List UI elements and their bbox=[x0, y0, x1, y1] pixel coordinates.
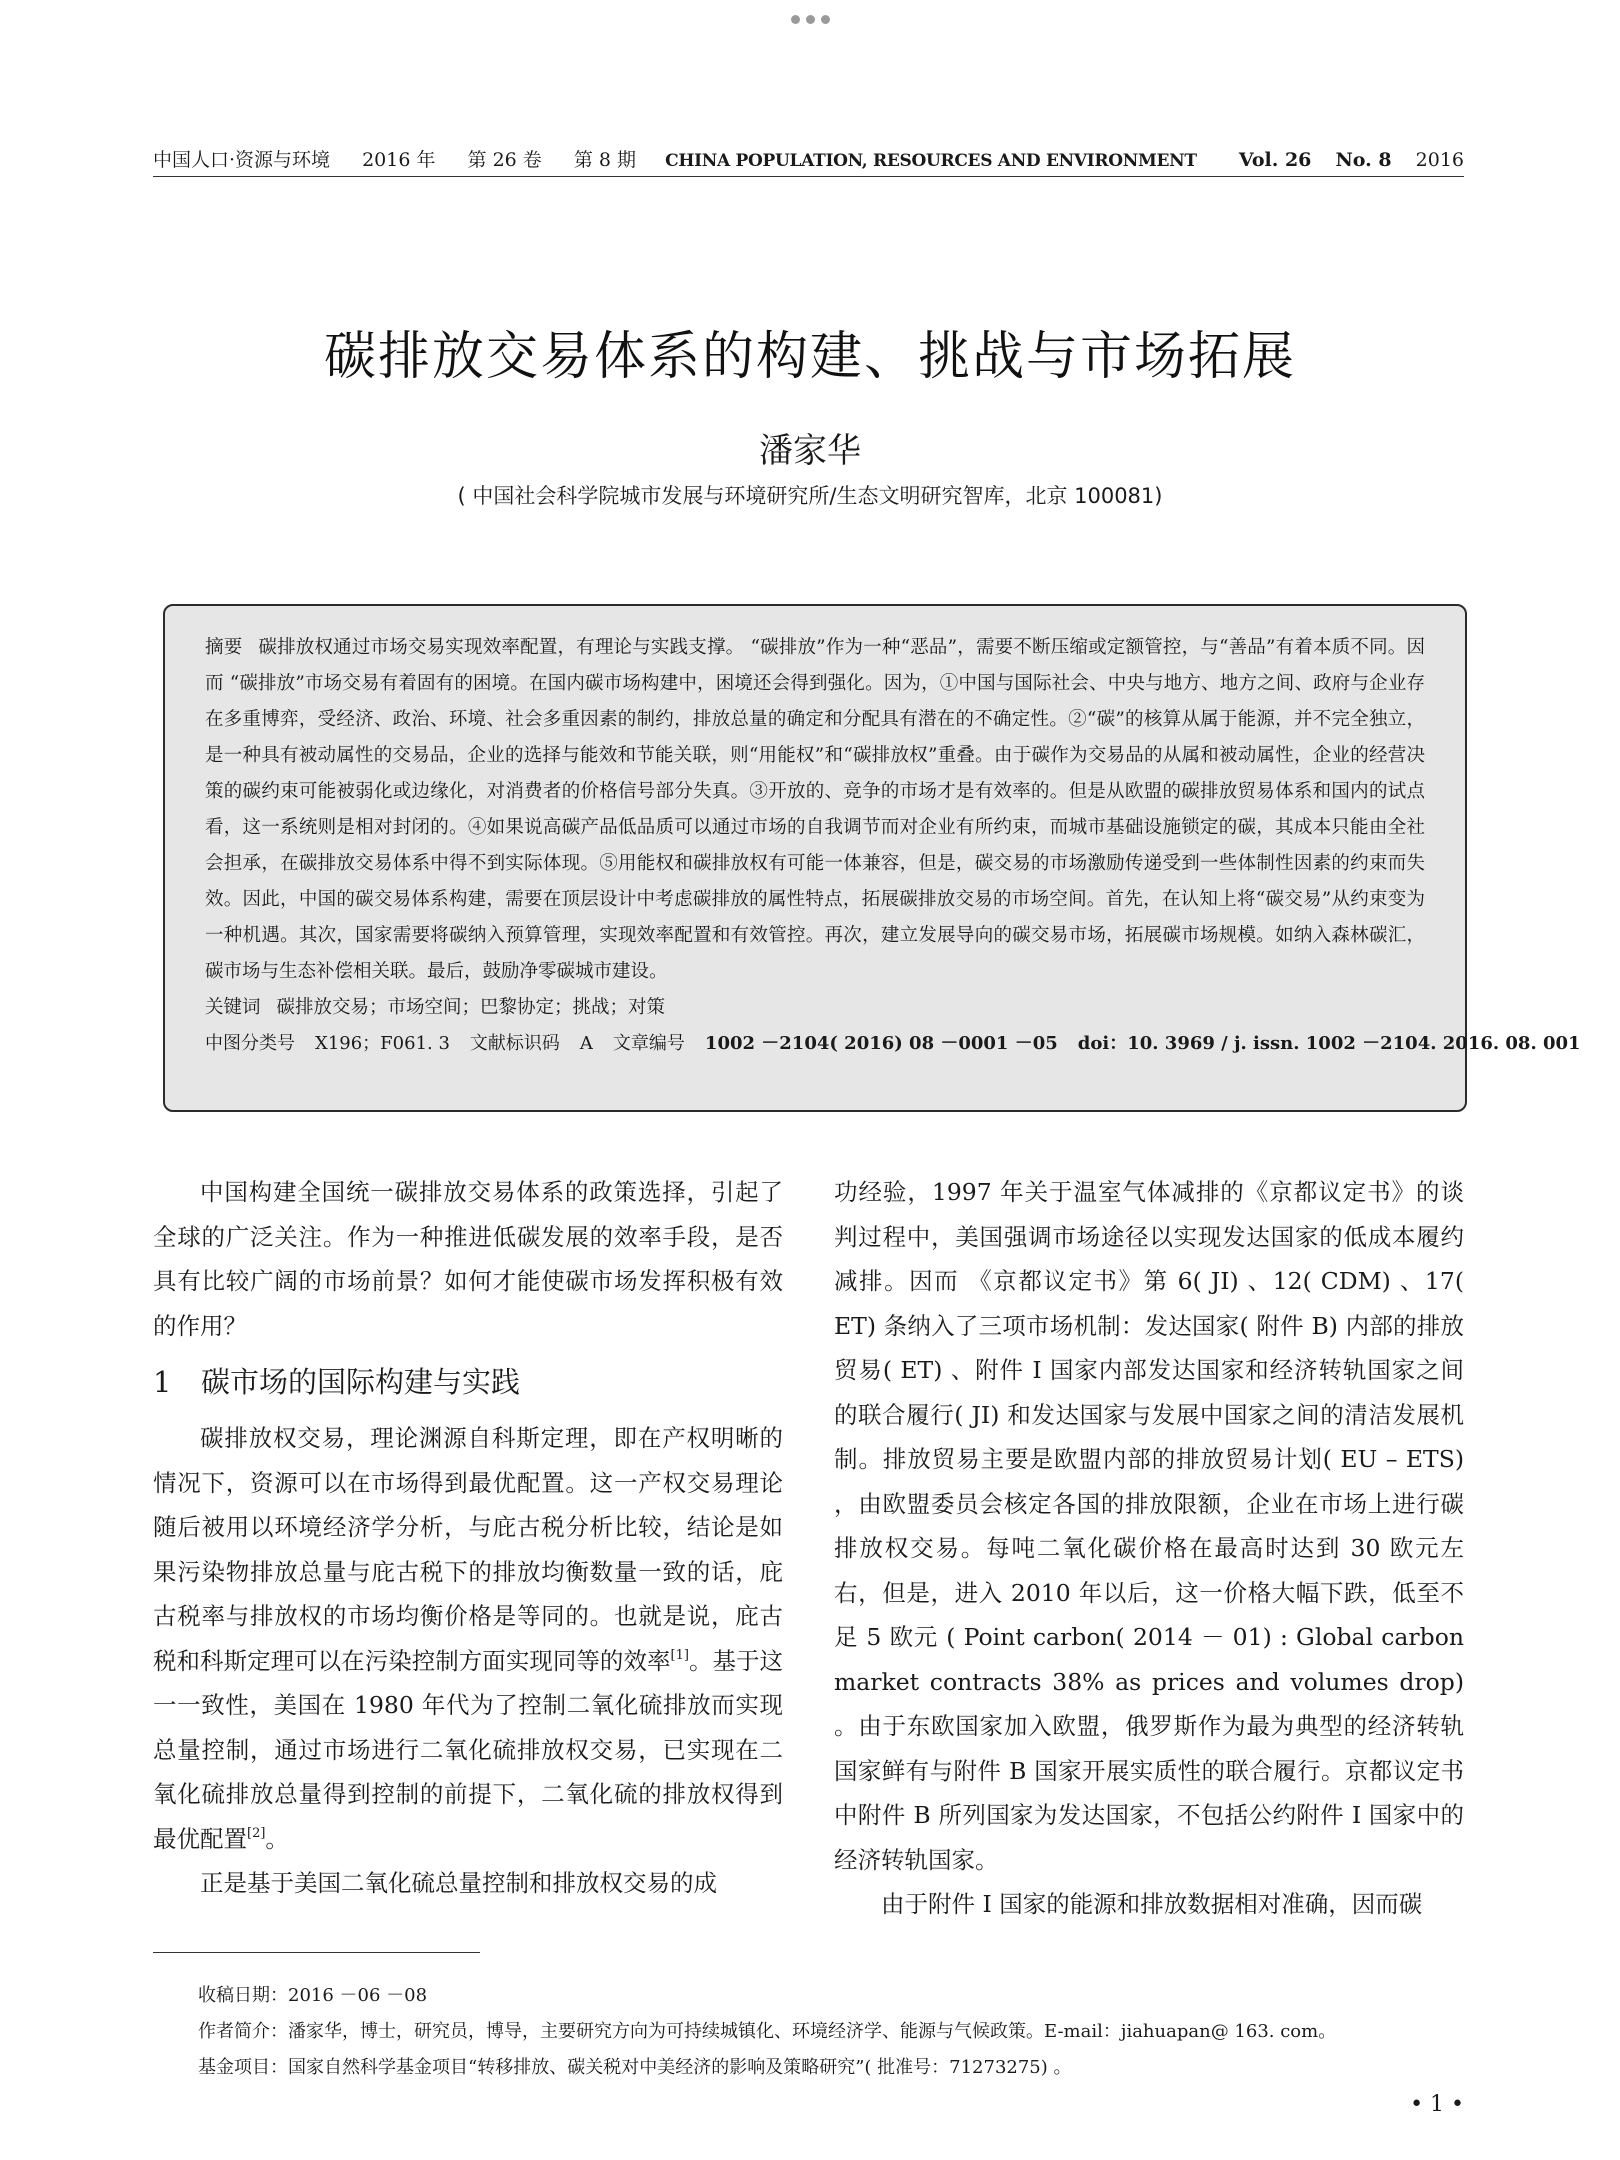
paragraph-text: 碳排放权交易，理论渊源自科斯定理，即在产权明晰的情况下，资源可以在市场得到最优配置。这一产权交易理论随后被用以环境经济学分析，与庇古税分析比较，结论是如果污染物排放总量与庇古税下的排放均衡数量一致的话，庇古税率与排放权的市场均衡价格是等同的。也就是说，庇古税和科斯定理可以在污染控制方面实现同等的效率 bbox=[153, 1424, 783, 1675]
year-cn: 2016 年 bbox=[362, 149, 436, 171]
body-column-left bbox=[153, 1170, 783, 1906]
author-affiliation: ( 中国社会科学院城市发展与环境研究所/生态文明研究智库，北京 100081) bbox=[457, 484, 1163, 508]
more-options-icon[interactable] bbox=[788, 12, 832, 26]
abstract-text-block bbox=[205, 630, 1425, 990]
section-heading-1 bbox=[153, 1354, 783, 1410]
journal-name-cn: 中国人口·资源与环境 bbox=[153, 149, 331, 171]
abstract-label: 摘要 bbox=[205, 637, 243, 658]
received-date: 收稿日期：2016 －06 －08 bbox=[198, 1985, 428, 2006]
article-no-value: 1002 －2104( 2016) 08 －0001 －05 bbox=[704, 1033, 1058, 1054]
year-en: 2016 bbox=[1415, 149, 1464, 171]
volume-cn: 第 26 卷 bbox=[467, 149, 542, 171]
abstract-box bbox=[163, 604, 1581, 1112]
keywords-line bbox=[205, 990, 1425, 1026]
issue-en: No. 8 bbox=[1335, 149, 1392, 171]
keywords-text: 碳排放交易；市场空间；巴黎协定；挑战；对策 bbox=[276, 997, 666, 1018]
doc-code-label: 文献标识码 bbox=[469, 1033, 560, 1054]
doi-text: doi：10. 3969 / j. issn. 1002 －2104. 2016. 08. 001 bbox=[1077, 1033, 1581, 1054]
running-head bbox=[153, 146, 1464, 177]
paragraph-text: 。基于这一一致性，美国在 1980 年代为了控制二氧化硫排放而实现总量控制，通过市场进行二氧化硫排放权交易，已实现在二氧化硫排放总量得到控制的前提下，二氧化硫的排放权得到最优配置 bbox=[153, 1646, 784, 1853]
article-no-label: 文章编号 bbox=[612, 1033, 685, 1054]
clc-value: X196；F061. 3 bbox=[315, 1033, 450, 1054]
issue-cn: 第 8 期 bbox=[573, 149, 637, 171]
page-number: • 1 • bbox=[1410, 2092, 1464, 2117]
volume-en: Vol. 26 bbox=[1238, 149, 1312, 171]
citation-ref-1[interactable]: [1] bbox=[670, 1647, 689, 1663]
abstract-text: 碳排放权通过市场交易实现效率配置，有理论与实践支撑。 “碳排放”作为一种“恶品”，需要不断压缩或定额管控，与“善品”有着本质不同。因而 “碳排放”市场交易有着固有的困境。在国内碳市场构建中，困境还会得到强化。因为，①中国与国际社会、中央与地方、地方之间、政府与企业存在多重博弈，受经济、政治、环境、社会多重因素的制约，排放总量的确定和分配具有潜在的不确定性。②“碳”的核算从属于能源，并不完全独立，是一种具有被动属性的交易品，企业的选择与能效和节能关联，则“用能权”和“碳排放权”重叠。由于碳作为交易品的从属和被动属性，企业的经营决策的碳约束可能被弱化或边缘化，对消费者的价格信号部分失真。③开放的、竞争的市场才是有效率的。但是从欧盟的碳排放贸易体系和国内的试点看，这一系统则是相对封闭的。④如果说高碳产品低品质可以通过市场的自我调节而对企业有所约束，而城市基础设施锁定的碳，其成本只能由全社会担承，在碳排放交易体系中得不到实际体现。⑤用能权和碳排放权有可能一体兼容，但是，碳交易的市场激励传递受到一些体制性因素的约束而失效。因此，中国的碳交易体系构建，需要在顶层设计中考虑碳排放的属性特点，拓展碳排放交易的市场空间。首先，在认知上将“碳交易”从约束变为一种机遇。其次，国家需要将碳纳入预算管理，实现效率配置和有效管控。再次，建立发展导向的碳交易市场，拓展碳市场规模。如纳入森林碳汇，碳市场与生态补偿相关联。最后，鼓励净零碳城市建设。 bbox=[205, 637, 1425, 982]
footnotes bbox=[198, 1978, 1468, 2086]
clc-label: 中图分类号 bbox=[205, 1033, 295, 1054]
author-bio: 作者简介：潘家华，博士，研究员，博导，主要研究方向为可持续城镇化、环境经济学、能源与气候政策。E-mail：jiahuapan@ 163. com。 bbox=[198, 2021, 1337, 2042]
section-title: 碳市场的国际构建与实践 bbox=[201, 1365, 521, 1399]
doc-code-value: A bbox=[579, 1033, 593, 1054]
body-paragraph: 由于附件 I 国家的能源和排放数据相对准确，因而碳 bbox=[881, 1890, 1423, 1918]
journal-name-en: CHINA POPULATION, RESOURCES AND ENVIRONMENT bbox=[665, 151, 1197, 171]
classification-line bbox=[205, 1026, 1581, 1062]
author-name: 潘家华 bbox=[759, 431, 861, 471]
paper-title: 碳排放交易体系的构建、挑战与市场拓展 bbox=[323, 327, 1296, 387]
body-column-right bbox=[834, 1170, 1464, 1927]
body-paragraph bbox=[153, 1416, 783, 1861]
paragraph-text: 。 bbox=[265, 1824, 289, 1853]
section-number: 1 bbox=[153, 1365, 172, 1399]
citation-ref-2[interactable]: [2] bbox=[247, 1825, 266, 1841]
funding-info: 基金项目：国家自然科学基金项目“转移排放、碳关税对中美经济的影响及策略研究”( 批准号：71273275) 。 bbox=[198, 2057, 1072, 2078]
keywords-label: 关键词 bbox=[205, 997, 261, 1018]
footnote-divider bbox=[153, 1952, 480, 1953]
body-paragraph: 功经验，1997 年关于温室气体减排的《京都议定书》的谈判过程中，美国强调市场途径以实现发达国家的低成本履约减排。因而 《京都议定书》第 6( JI) 、12( CDM) 、17( ET) 条纳入了三项市场机制：发达国家( 附件 B) 内部的排放贸易( ET) 、附件 I 国家内部发达国家和经济转轨国家之间的联合履行( JI) 和发达国家与发展中国家之间的清洁发展机制。排放贸易主要是欧盟内部的排放贸易计划( EU – ETS) ，由欧盟委员会核定各国的排放限额，企业在市场上进行碳排放权交易。每吨二氧化碳价格在最高时达到 30 欧元左右，但是，进入 2010 年以后，这一价格大幅下跌，低至不足 5 欧元 ( Point carbon( 2014 － 01) : Global carbon market contracts 38% as prices and volumes drop) 。由于东欧国家加入欧盟，俄罗斯作为最为典型的经济转轨国家鲜有与附件 B 国家开展实质性的联合履行。京都议定书中附件 B 所列国家为发达国家，不包括公约附件 I 国家中的经济转轨国家。 bbox=[834, 1178, 1464, 1874]
body-paragraph: 正是基于美国二氧化硫总量控制和排放权交易的成 bbox=[200, 1869, 717, 1897]
intro-paragraph: 中国构建全国统一碳排放交易体系的政策选择，引起了全球的广泛关注。作为一种推进低碳发展的效率手段，是否具有比较广阔的市场前景？如何才能使碳市场发挥积极有效的作用？ bbox=[153, 1178, 783, 1340]
